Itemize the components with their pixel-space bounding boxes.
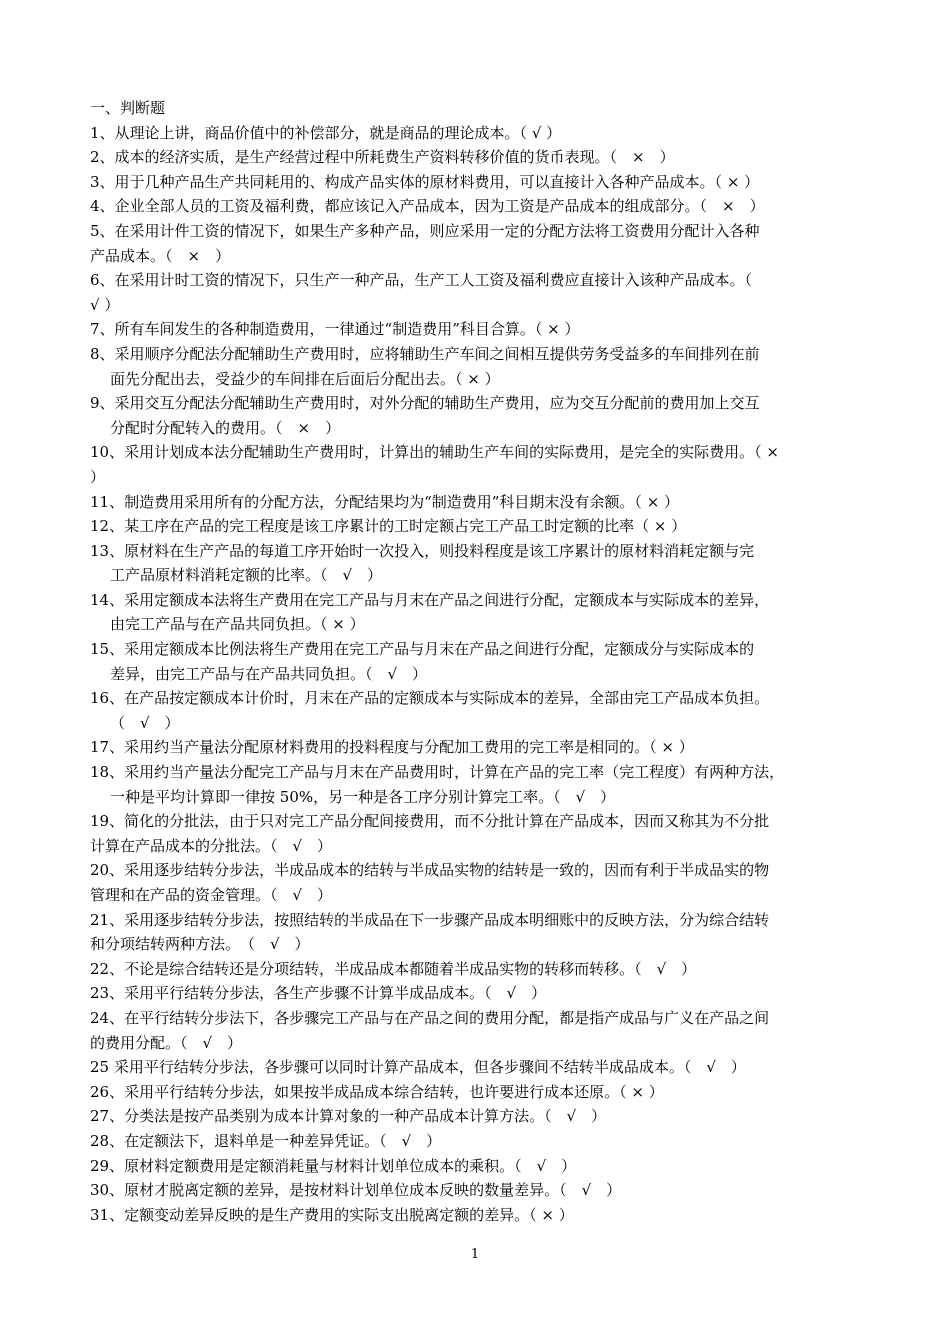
- question-line: 管理和在产品的资金管理。（ √ ）: [90, 886, 333, 904]
- question-line: 22、不论是综合结转还是分项结转，半成品成本都随着半成品实物的转移而转移。（ √ ）: [90, 959, 697, 978]
- question-item: [90, 1006, 870, 1055]
- question-line: 工产品原材料消耗定额的比率。（ √ ）: [110, 566, 383, 585]
- question-line: 14、采用定额成本法将生产费用在完工产品与月末在产品之间进行分配，定额成本与实际成本的差异，: [90, 590, 770, 609]
- question-line: 的费用分配。（ √ ）: [90, 1033, 243, 1052]
- question-line: 9、采用交互分配法分配辅助生产费用时，对外分配的辅助生产费用，应为交互分配前的费用加上交互: [90, 394, 760, 413]
- question-line: 面先分配出去，受益少的车间排在后面后分配出去。（ × ）: [110, 369, 500, 388]
- question-line: 12、某工序在产品的完工程度是该工序累计的工时定额占完工产品工时定额的比率（ × ）: [90, 517, 687, 536]
- question-item: [90, 539, 870, 588]
- question-line: 3、用于几种产品生产共同耗用的、构成产品实体的原材料费用，可以直接计入各种产品成本。（ × ）: [90, 172, 760, 191]
- question-item: [90, 1154, 870, 1179]
- question-item: [90, 194, 870, 219]
- question-line: 31、定额变动差异反映的是生产费用的实际支出脱离定额的差异。（ × ）: [90, 1205, 574, 1224]
- question-item: [90, 121, 870, 146]
- question-line: √ ）: [90, 295, 120, 314]
- question-item: [90, 317, 870, 342]
- question-item: [90, 1080, 870, 1105]
- question-item: [90, 219, 870, 268]
- question-line: ）: [90, 467, 106, 486]
- document-page: [90, 96, 870, 1227]
- question-item: [90, 809, 870, 858]
- question-line: 19、简化的分批法，由于只对完工产品分配间接费用，而不分批计算在产品成本，因而又称其为不分批: [90, 812, 770, 831]
- question-item: [90, 268, 870, 317]
- question-line: 10、采用计划成本法分配辅助生产费用时，计算出的辅助生产车间的实际费用，是完全的实际费用。（ ×: [90, 443, 779, 462]
- question-item: [90, 1104, 870, 1129]
- question-line: 16、在产品按定额成本计价时，月末在产品的定额成本与实际成本的差异，全部由完工产品成本负担。: [90, 689, 770, 708]
- question-item: [90, 145, 870, 170]
- question-line: 产品成本。（ × ）: [90, 246, 231, 265]
- question-item: [90, 514, 870, 539]
- question-item: [90, 170, 870, 195]
- section-title: 一、判断题: [90, 99, 166, 117]
- question-line: 20、采用逐步结转分步法，半成品成本的结转与半成品实物的结转是一致的，因而有利于半成品实的物: [90, 861, 770, 880]
- question-item: [90, 1178, 870, 1203]
- question-item: [90, 1129, 870, 1154]
- question-line: 17、采用约当产量法分配原材料费用的投料程度与分配加工费用的完工率是相同的。（ × ）: [90, 738, 694, 757]
- question-item: [90, 957, 870, 982]
- question-line: 差异，由完工产品与在产品共同负担。（ √ ）: [110, 664, 428, 683]
- question-line: 分配时分配转入的费用。（ × ）: [110, 418, 341, 437]
- question-item: [90, 1203, 870, 1228]
- question-line: 4、企业全部人员的工资及福利费，都应该记入产品成本，因为工资是产品成本的组成部分。（ × ）: [90, 197, 765, 216]
- question-line: 15、采用定额成本比例法将生产费用在完工产品与月末在产品之间进行分配，定额成分与实际成本的: [90, 640, 755, 659]
- question-line: 25 采用平行结转分步法，各步骤可以同时计算产品成本，但各步骤间不结转半成品成本。（ √ ）: [90, 1058, 746, 1077]
- question-line: 23、采用平行结转分步法，各生产步骤不计算半成品成本。（ √ ）: [90, 984, 547, 1003]
- question-item: [90, 760, 870, 809]
- question-line: 27、分类法是按产品类别为成本计算对象的一种产品成本计算方法。（ √ ）: [90, 1107, 607, 1126]
- question-line: 29、原材料定额费用是定额消耗量与材料计划单位成本的乘积。（ √ ）: [90, 1156, 577, 1175]
- question-line: 24、在平行结转分步法下，各步骤完工产品与在产品之间的费用分配，都是指产成品与广义在产品之间: [90, 1008, 770, 1027]
- question-item: [90, 858, 870, 907]
- question-item: [90, 686, 870, 735]
- question-line: 5、在采用计件工资的情况下，如果生产多种产品，则应采用一定的分配方法将工资费用分配计入各种: [90, 221, 760, 240]
- question-item: [90, 490, 870, 515]
- question-list: [90, 121, 870, 1228]
- question-item: [90, 440, 870, 489]
- question-line: 计算在产品成本的分批法。（ √ ）: [90, 836, 333, 855]
- question-item: [90, 637, 870, 686]
- question-line: 7、所有车间发生的各种制造费用，一律通过“制造费用”科目合算。（ × ）: [90, 320, 580, 339]
- question-item: [90, 342, 870, 391]
- question-line: 13、原材料在生产产品的每道工序开始时一次投入，则投料程度是该工序累计的原材料消耗定额与完: [90, 541, 755, 560]
- page-number: 1: [470, 1247, 480, 1262]
- question-item: [90, 1055, 870, 1080]
- question-line: 8、采用顺序分配法分配辅助生产费用时，应将辅助生产车间之间相互提供劳务受益多的车间排列在前: [90, 344, 760, 363]
- question-line: 1、从理论上讲，商品价值中的补偿部分，就是商品的理论成本。（ √ ）: [90, 123, 562, 142]
- question-line: （ √ ）: [110, 713, 180, 732]
- question-line: 28、在定额法下，退料单是一种差异凭证。（ √ ）: [90, 1131, 442, 1150]
- question-line: 26、采用平行结转分步法，如果按半成品成本综合结转，也许要进行成本还原。（ × ）: [90, 1082, 664, 1101]
- question-item: [90, 981, 870, 1006]
- question-line: 2、成本的经济实质，是生产经营过程中所耗费生产资料转移价值的货币表现。（ × ）: [90, 148, 675, 167]
- question-item: [90, 908, 870, 957]
- question-line: 30、原材才脱离定额的差异，是按材料计划单位成本反映的数量差异。（ √ ）: [90, 1181, 622, 1200]
- question-line: 11、制造费用采用所有的分配方法，分配结果均为“制造费用”科目期末没有余额。（ × ）: [90, 492, 680, 511]
- question-line: 6、在采用计时工资的情况下，只生产一种产品，生产工人工资及福利费应直接计入该种产品成本。（: [90, 271, 753, 290]
- question-line: 21、采用逐步结转分步法，按照结转的半成品在下一步骤产品成本明细账中的反映方法，分为综合结转: [90, 910, 770, 929]
- question-item: [90, 735, 870, 760]
- question-line: 由完工产品与在产品共同负担。（ × ）: [110, 615, 365, 634]
- question-item: [90, 588, 870, 637]
- question-line: 18、采用约当产量法分配完工产品与月末在产品费用时，计算在产品的完工率（完工程度）有两种方法，: [90, 763, 785, 782]
- question-line: 和分项结转两种方法。 （ √ ）: [90, 935, 310, 954]
- question-item: [90, 391, 870, 440]
- question-line: 一种是平均计算即一律按 50%，另一种是各工序分别计算完工率。（ √ ）: [110, 787, 616, 806]
